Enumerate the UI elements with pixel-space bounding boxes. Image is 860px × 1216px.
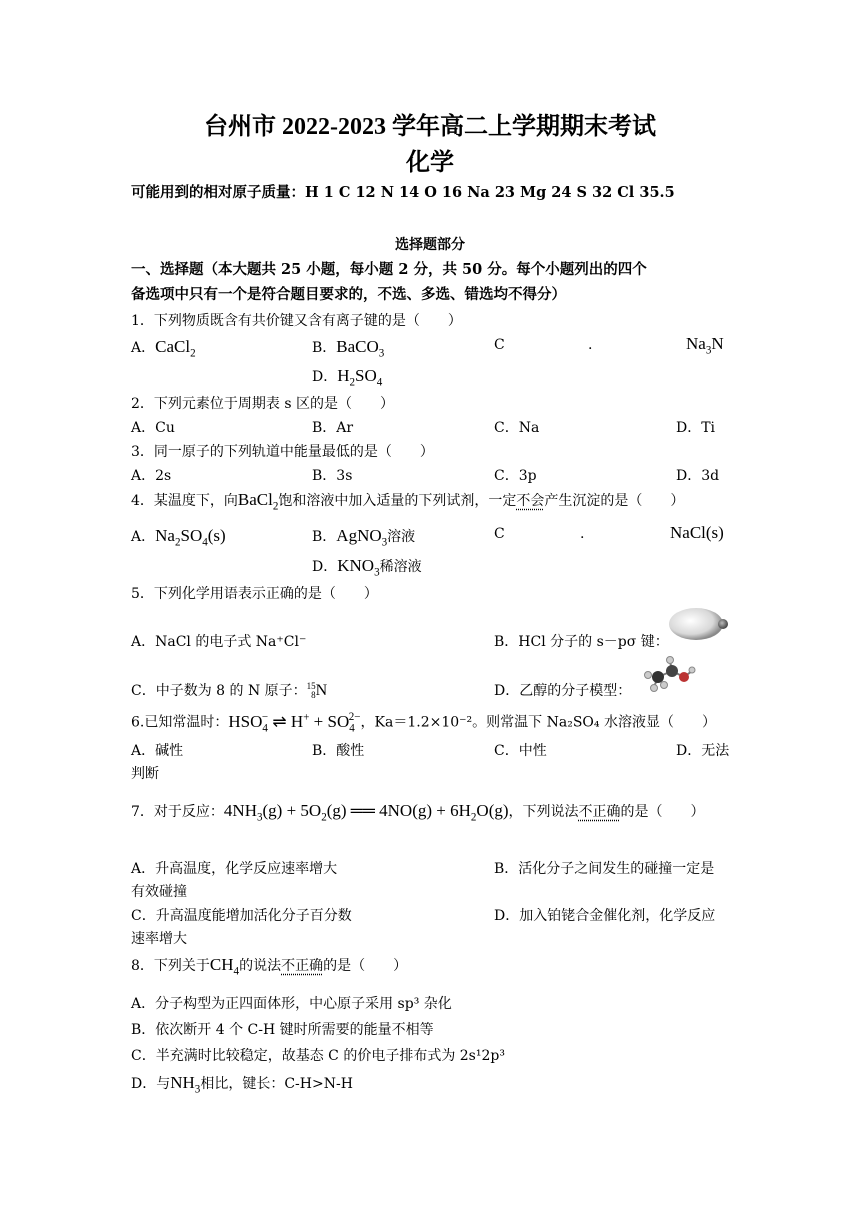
q4-option-d: D．$KNO_3$稀溶液 <box>312 556 422 579</box>
q7-option-b: B．活化分子之间发生的碰撞一定是 <box>494 861 715 877</box>
q8-option-c: C．半充满时比较稳定，故基态 C 的价电子排布式为 2s¹2p³ <box>131 1048 505 1064</box>
q5-option-c: C．中子数为 8 的 N 原子：15 8N <box>131 681 328 701</box>
question-7-stem: 7．对于反应：$4NH_3(g) + 5O_2(g)$ ══ $4NO(g) + 6H_2O(g)$，下列说法不正确的是（ ） <box>131 801 705 824</box>
q4-option-c-label: C <box>494 526 505 542</box>
q2-option-b: B．Ar <box>312 420 354 436</box>
q1-option-a: A．CaCl$_2$ <box>131 337 196 360</box>
q6-option-d-continued: 判断 <box>131 766 159 782</box>
q4-option-c-formula: NaCl(s) <box>670 523 724 542</box>
exam-subject: 化学 <box>406 150 454 176</box>
q1-option-c-label: C <box>494 337 505 353</box>
q6-option-d: D．无法 <box>676 743 730 759</box>
question-5-stem: 5．下列化学用语表示正确的是（ ） <box>131 586 378 602</box>
q3-option-b: B．3s <box>312 468 353 484</box>
q5-option-b: B．HCl 分子的 s－pσ 键： <box>494 634 669 650</box>
q1-option-d: D．$H_2SO_4$ <box>312 366 383 389</box>
section-instructions-line1: 一、选择题（本大题共 25 小题，每小题 2 分，共 50 分。每个小题列出的四个 <box>131 261 647 278</box>
q7-option-c: C．升高温度能增加活化分子百分数 <box>131 908 352 924</box>
question-2-stem: 2．下列元素位于周期表 s 区的是（ ） <box>131 396 394 412</box>
q7-option-d-continued: 速率增大 <box>131 931 187 947</box>
q1-option-b: B．BaCO$_3$ <box>312 337 385 360</box>
section-instructions-line2: 备选项中只有一个是符合题目要求的，不选、多选、错选均不得分） <box>131 286 566 303</box>
q8-option-b: B．依次断开 4 个 C-H 键时所需要的能量不相等 <box>131 1022 434 1038</box>
q3-option-a: A．2s <box>131 468 172 484</box>
q1-option-c-dot: . <box>588 337 593 353</box>
q5-option-a: A．NaCl 的电子式 Na⁺Cl⁻ <box>131 634 307 650</box>
q4-option-a: A．$Na_2SO_4(s)$ <box>131 526 226 549</box>
q8-option-d: D．与$NH_3$相比，键长：C-H>N-H <box>131 1073 353 1096</box>
question-1-stem: 1．下列物质既含有共价键又含有离子键的是（ ） <box>131 313 462 329</box>
question-8-stem: 8．下列关于$CH_4$的说法不正确的是（ ） <box>131 955 408 978</box>
q2-option-c: C．Na <box>494 420 540 436</box>
q4-option-c-dot: . <box>580 526 585 542</box>
question-6-stem: 6.已知常温时：$HSO_4^-$ ⇌ $H^+ + SO_4^{2-}$，Ka＝1.2×10⁻²。则常温下 Na₂SO₄ 水溶液显（ ） <box>131 711 716 735</box>
question-4-stem: 4．某温度下，向BaCl$_2$饱和溶液中加入适量的下列试剂，一定不会产生沉淀的是（ ） <box>131 490 685 513</box>
q7-option-d: D．加入铂铑合金催化剂，化学反应 <box>494 908 716 924</box>
q7-option-b-continued: 有效碰撞 <box>131 884 187 900</box>
q6-option-a: A．碱性 <box>131 743 184 759</box>
q6-option-c: C．中性 <box>494 743 547 759</box>
exam-title: 台州市 2022-2023 学年高二上学期期末考试 <box>204 114 656 140</box>
q4-option-b: B．AgNO$_3$溶液 <box>312 526 416 549</box>
q2-option-d: D．Ti <box>676 420 716 436</box>
q1-option-c-formula: $Na_3N$ <box>686 334 724 357</box>
q5-option-d: D．乙醇的分子模型： <box>494 683 632 699</box>
q7-option-a: A．升高温度，化学反应速率增大 <box>131 861 338 877</box>
q8-option-a: A．分子构型为正四面体形，中心原子采用 sp³ 杂化 <box>131 996 452 1012</box>
q3-option-d: D．3d <box>676 468 720 484</box>
q3-option-c: C．3p <box>494 468 537 484</box>
sigma-bond-orbital-image <box>666 604 732 644</box>
q6-option-b: B．酸性 <box>312 743 365 759</box>
q2-option-a: A．Cu <box>131 420 175 436</box>
part-title: 选择题部分 <box>395 237 465 253</box>
ethanol-model-image <box>640 655 696 693</box>
question-3-stem: 3．同一原子的下列轨道中能量最低的是（ ） <box>131 444 434 460</box>
atomic-masses: 可能用到的相对原子质量：H 1 C 12 N 14 O 16 Na 23 Mg 24 S 32 Cl 35.5 <box>131 184 675 201</box>
